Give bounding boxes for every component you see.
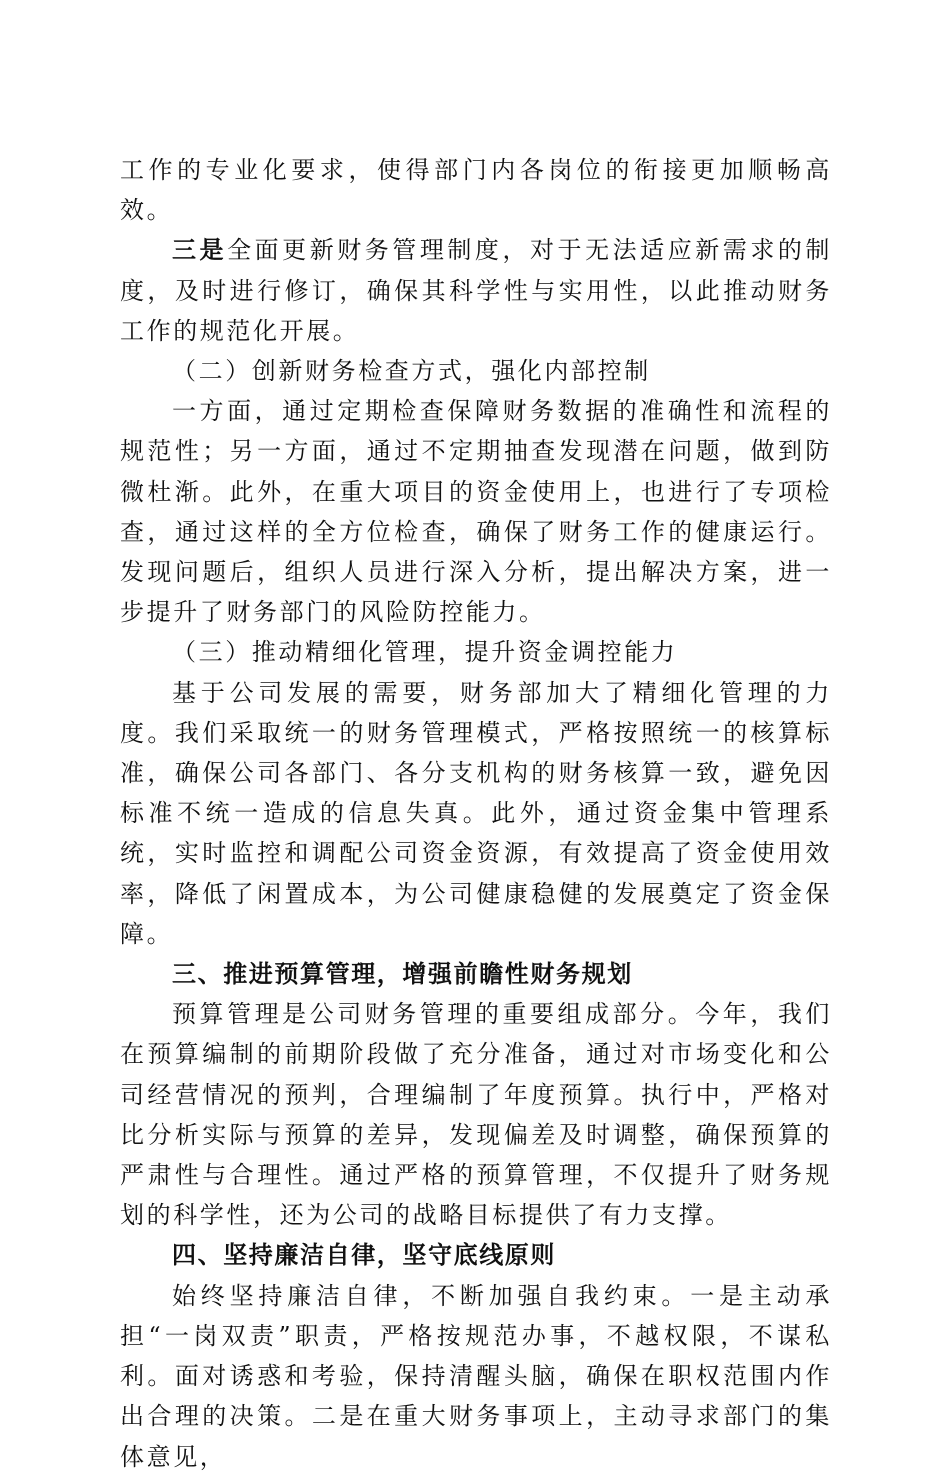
paragraph-inspection: 一方面，通过定期检查保障财务数据的准确性和流程的规范性；另一方面，通过不定期抽查发现潜在问题，做到防微杜渐。此外，在重大项目的资金使用上，也进行了专项检查，通过这样的全方位检查，确保了财务工作的健康运行。发现问题后，组织人员进行深入分析，提出解决方案，进一步提升了财务部门的风险防控能力。	[120, 397, 832, 627]
document-page	[120, 150, 832, 1477]
paragraph-body: 全面更新财务管理制度，对于无法适应新需求的制度，及时进行修订，确保其科学性与实用性，以此推动财务工作的规范化开展。	[120, 236, 832, 345]
paragraph-lead-bold: 三是	[172, 236, 228, 265]
paragraph-third-point	[120, 230, 832, 351]
section-heading-3: 三、推进预算管理，增强前瞻性财务规划	[172, 960, 633, 989]
paragraph-integrity: 始终坚持廉洁自律，不断加强自我约束。一是主动承担“一岗双责”职责，严格按规范办事，不越权限，不谋私利。面对诱惑和考验，保持清醒头脑，确保在职权范围内作出合理的决策。二是在重大财务事项上，主动寻求部门的集体意见，	[120, 1281, 832, 1471]
subsection-heading-3: （三）推动精细化管理，提升资金调控能力	[172, 638, 678, 667]
section-heading-4: 四、坚持廉洁自律，坚守底线原则	[172, 1241, 556, 1270]
subsection-heading-2: （二）创新财务检查方式，强化内部控制	[172, 357, 651, 386]
paragraph-continuation: 工作的专业化要求，使得部门内各岗位的衔接更加顺畅高效。	[120, 156, 832, 225]
paragraph-fine-management: 基于公司发展的需要，财务部加大了精细化管理的力度。我们采取统一的财务管理模式，严格按照统一的核算标准，确保公司各部门、各分支机构的财务核算一致，避免因标准不统一造成的信息失真。此外，通过资金集中管理系统，实时监控和调配公司资金资源，有效提高了资金使用效率，降低了闲置成本，为公司健康稳健的发展奠定了资金保障。	[120, 678, 832, 948]
paragraph-budget: 预算管理是公司财务管理的重要组成部分。今年，我们在预算编制的前期阶段做了充分准备，通过对市场变化和公司经营情况的预判，合理编制了年度预算。执行中，严格对比分析实际与预算的差异，发现偏差及时调整，确保预算的严肃性与合理性。通过严格的预算管理，不仅提升了财务规划的科学性，还为公司的战略目标提供了有力支撑。	[120, 1000, 832, 1230]
